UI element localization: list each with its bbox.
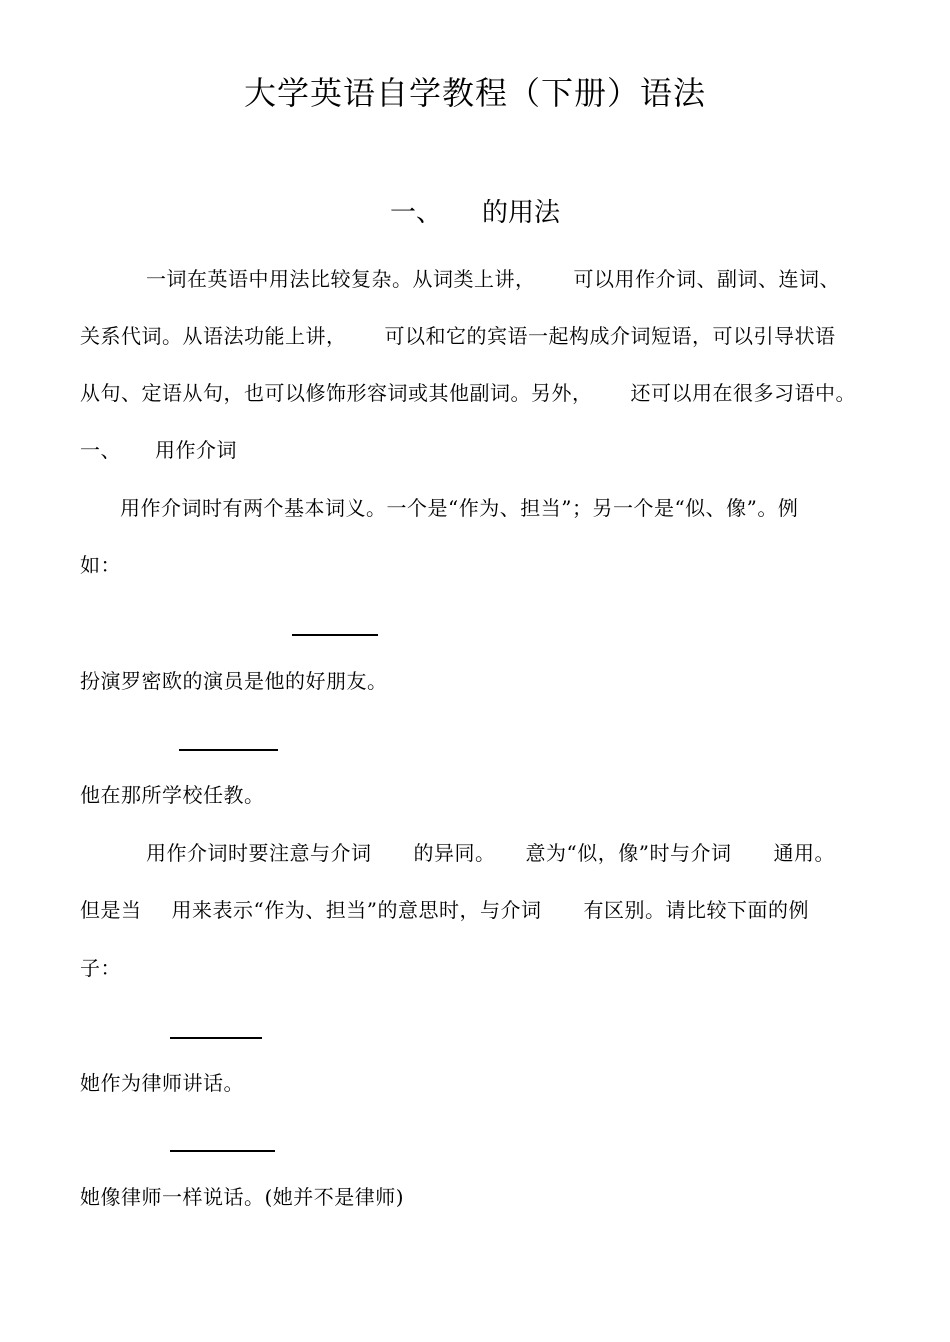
intro-text: 可以用作介词、副词、连词、 (573, 267, 840, 291)
intro-line-2 (80, 320, 836, 349)
example-underline (170, 1150, 275, 1152)
example-underline (292, 634, 378, 636)
example-translation: 她像律师一样说话。(她并不是律师) (80, 1185, 405, 1209)
section-title: 的用法 (482, 198, 561, 228)
section-number: 一、 (389, 198, 442, 228)
compare-line-2 (80, 894, 809, 923)
compare-text: 但是当 (80, 898, 142, 922)
example-translation: 扮演罗密欧的演员是他的好朋友。 (80, 669, 388, 693)
intro-text: 可以和它的宾语一起构成介词短语，可以引导状语 (384, 324, 836, 348)
intro-text: 一词在英语中用法比较复杂。从词类上讲， (146, 267, 536, 291)
intro-line-3 (80, 377, 856, 406)
example-translation: 他在那所学校任教。 (80, 783, 265, 807)
compare-text: 用来表示“作为、担当”的意思时，与介词 (171, 898, 542, 922)
compare-line-1 (146, 837, 835, 866)
page-title: 大学英语自学教程（下册）语法 (243, 74, 706, 112)
subsection-heading (80, 434, 237, 463)
compare-text: 意为“似，像”时与介词 (525, 841, 732, 865)
compare-text: 有区别。请比较下面的例 (583, 898, 809, 922)
subsection-title: 用作介词 (155, 438, 237, 462)
compare-text: 的异同。 (413, 841, 496, 865)
example-underline (170, 1037, 262, 1039)
usage-line-2: 如： (80, 553, 121, 577)
intro-text: 还可以用在很多习语中。 (630, 381, 856, 405)
subsection-number: 一、 (80, 438, 121, 462)
example-underline (179, 749, 278, 751)
usage-line-1: 用作介词时有两个基本词义。一个是“作为、担当”；另一个是“似、像”。例 (120, 496, 799, 520)
compare-line-3: 子： (80, 956, 121, 980)
section-heading (0, 192, 950, 229)
intro-line-1 (146, 263, 840, 292)
intro-text: 从句、定语从句，也可以修饰形容词或其他副词。另外， (80, 381, 593, 405)
intro-text: 关系代词。从语法功能上讲， (80, 324, 347, 348)
compare-text: 通用。 (773, 841, 835, 865)
compare-text: 用作介词时要注意与介词 (146, 841, 372, 865)
example-translation: 她作为律师讲话。 (80, 1071, 244, 1095)
